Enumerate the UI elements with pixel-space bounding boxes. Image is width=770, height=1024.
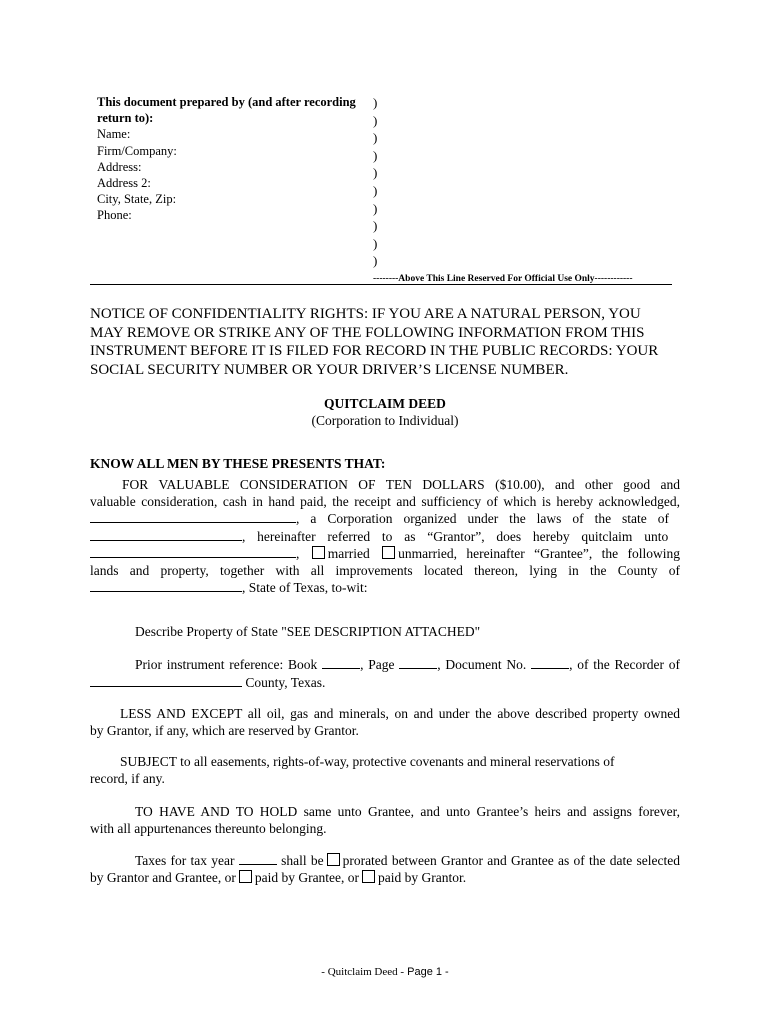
confidentiality-notice <box>90 305 690 379</box>
recorder-county-blank[interactable] <box>90 674 242 687</box>
consideration-line-7 <box>90 579 680 597</box>
less-except-line-2: by Grantor, if any, which are reserved by Grantor. <box>90 722 359 738</box>
paren: ) <box>373 253 378 269</box>
notice-line: INSTRUMENT BEFORE IT IS FILED FOR RECORD IN THE PUBLIC RECORDS: YOUR <box>90 343 659 359</box>
consideration-line-4 <box>90 528 680 546</box>
consideration-line-4-text: , hereinafter referred to as “Grantor”, does hereby quitclaim unto <box>242 528 669 544</box>
footer-page-number: Page 1 - <box>407 966 449 978</box>
paren: ) <box>373 95 378 110</box>
prior-page-label: , Page <box>360 657 395 672</box>
footer-document-name: - Quitclaim Deed - <box>321 966 405 978</box>
comma: , <box>296 546 300 561</box>
shall-be-label: shall be <box>281 853 324 868</box>
subject-line-2: record, if any. <box>90 770 165 786</box>
prior-line-2 <box>90 674 680 692</box>
document-no-blank[interactable] <box>531 656 569 669</box>
grantee-name-blank[interactable] <box>90 545 296 558</box>
less-except-paragraph <box>90 706 680 739</box>
subject-line-1: SUBJECT to all easements, rights-of-way, protective covenants and mineral reservations of <box>120 754 615 769</box>
prorated-checkbox[interactable] <box>327 853 340 866</box>
county-blank[interactable] <box>90 579 242 592</box>
prior-line-1 <box>90 656 680 674</box>
paren: ) <box>373 218 378 234</box>
prior-book-label: Prior instrument reference: Book <box>135 657 318 672</box>
paren: ) <box>373 147 378 163</box>
prior-instrument-paragraph <box>90 656 680 691</box>
married-checkbox[interactable] <box>312 546 325 559</box>
page-footer <box>0 966 770 978</box>
header-divider <box>90 284 672 285</box>
city-state-zip-field-label: City, State, Zip: <box>97 192 177 207</box>
taxes-line-1 <box>90 852 680 870</box>
paid-by-grantee-label: paid by Grantee, or <box>254 869 360 885</box>
taxes-paragraph <box>90 852 680 886</box>
paren: ) <box>373 130 378 146</box>
consideration-line-5 <box>90 545 680 563</box>
notice-line: NOTICE OF CONFIDENTIALITY RIGHTS: IF YOU ARE A NATURAL PERSON, YOU <box>90 306 641 322</box>
paren: ) <box>373 182 378 198</box>
tax-year-label: Taxes for tax year <box>135 853 235 868</box>
paren: ) <box>373 200 378 216</box>
property-description <box>90 624 680 641</box>
married-label: married <box>327 546 370 561</box>
paren-column <box>373 94 377 270</box>
prior-county-text: County, Texas. <box>245 674 326 690</box>
paid-by-grantor-label: paid by Grantor. <box>378 869 467 885</box>
paid-by-grantee-checkbox[interactable] <box>239 870 252 883</box>
paren: ) <box>373 112 378 128</box>
notice-line: MAY REMOVE OR STRIKE ANY OF THE FOLLOWING INFORMATION FROM THIS <box>90 324 645 341</box>
page-blank[interactable] <box>399 656 437 669</box>
corporation-name-blank[interactable] <box>90 510 296 523</box>
paid-by-grantor-checkbox[interactable] <box>362 870 375 883</box>
by-grantor-grantee-label: by Grantor and Grantee, or <box>90 869 236 885</box>
paren: ) <box>373 235 378 251</box>
consideration-paragraph <box>90 477 680 597</box>
preparer-block <box>97 94 356 224</box>
consideration-line-3 <box>90 510 680 528</box>
unmarried-checkbox[interactable] <box>382 546 395 559</box>
tax-year-blank[interactable] <box>239 852 277 865</box>
prior-recorder-label: , of the Recorder of <box>569 657 681 672</box>
know-all-men-heading: KNOW ALL MEN BY THESE PRESENTS THAT: <box>90 456 386 471</box>
consideration-line-1: FOR VALUABLE CONSIDERATION OF TEN DOLLARS ($10.00), and other good and <box>122 477 680 492</box>
state-blank[interactable] <box>90 528 242 541</box>
paren: ) <box>373 165 378 181</box>
address-field-label: Address: <box>97 159 142 174</box>
habendum-line-1: TO HAVE AND TO HOLD same unto Grantee, and unto Grantee’s heirs and assigns forever, <box>135 804 680 819</box>
name-field-label: Name: <box>97 127 131 142</box>
title-main: QUITCLAIM DEED <box>324 396 446 411</box>
subject-paragraph <box>90 754 680 787</box>
document-title <box>0 395 770 429</box>
consideration-line-2: valuable consideration, cash in hand paid, the receipt and sufficiency of which is hereby acknowledged, <box>90 493 680 509</box>
return-to-label: return to): <box>97 111 154 126</box>
property-description-text: Describe Property of State "SEE DESCRIPTION ATTACHED" <box>135 624 481 639</box>
notice-line: SOCIAL SECURITY NUMBER OR YOUR DRIVER’S LICENSE NUMBER. <box>90 361 569 378</box>
reserved-line-label: --------Above This Line Reserved For Official Use Only------------ <box>373 274 633 284</box>
consideration-line-6: lands and property, together with all improvements located thereon, lying in the County of <box>90 562 680 578</box>
consideration-line-3-text: , a Corporation organized under the laws of the state of <box>296 511 670 526</box>
prepared-by-label: This document prepared by (and after recording <box>97 95 356 109</box>
consideration-line-7-text: , State of Texas, to-wit: <box>242 580 368 595</box>
book-blank[interactable] <box>322 656 360 669</box>
unmarried-label: unmarried, hereinafter “Grantee”, the following <box>398 546 680 561</box>
habendum-line-2: with all appurtenances thereunto belonging. <box>90 820 327 836</box>
title-sub: (Corporation to Individual) <box>311 413 459 428</box>
prior-document-label: , Document No. <box>437 657 527 672</box>
address2-field-label: Address 2: <box>97 176 151 191</box>
phone-field-label: Phone: <box>97 208 132 223</box>
habendum-paragraph <box>90 804 680 837</box>
taxes-line-2 <box>90 870 680 887</box>
less-except-line-1: LESS AND EXCEPT all oil, gas and minerals, on and under the above described property owned <box>120 706 680 721</box>
prorated-label: prorated between Grantor and Grantee as of the date selected <box>342 853 681 868</box>
firm-field-label: Firm/Company: <box>97 143 177 158</box>
